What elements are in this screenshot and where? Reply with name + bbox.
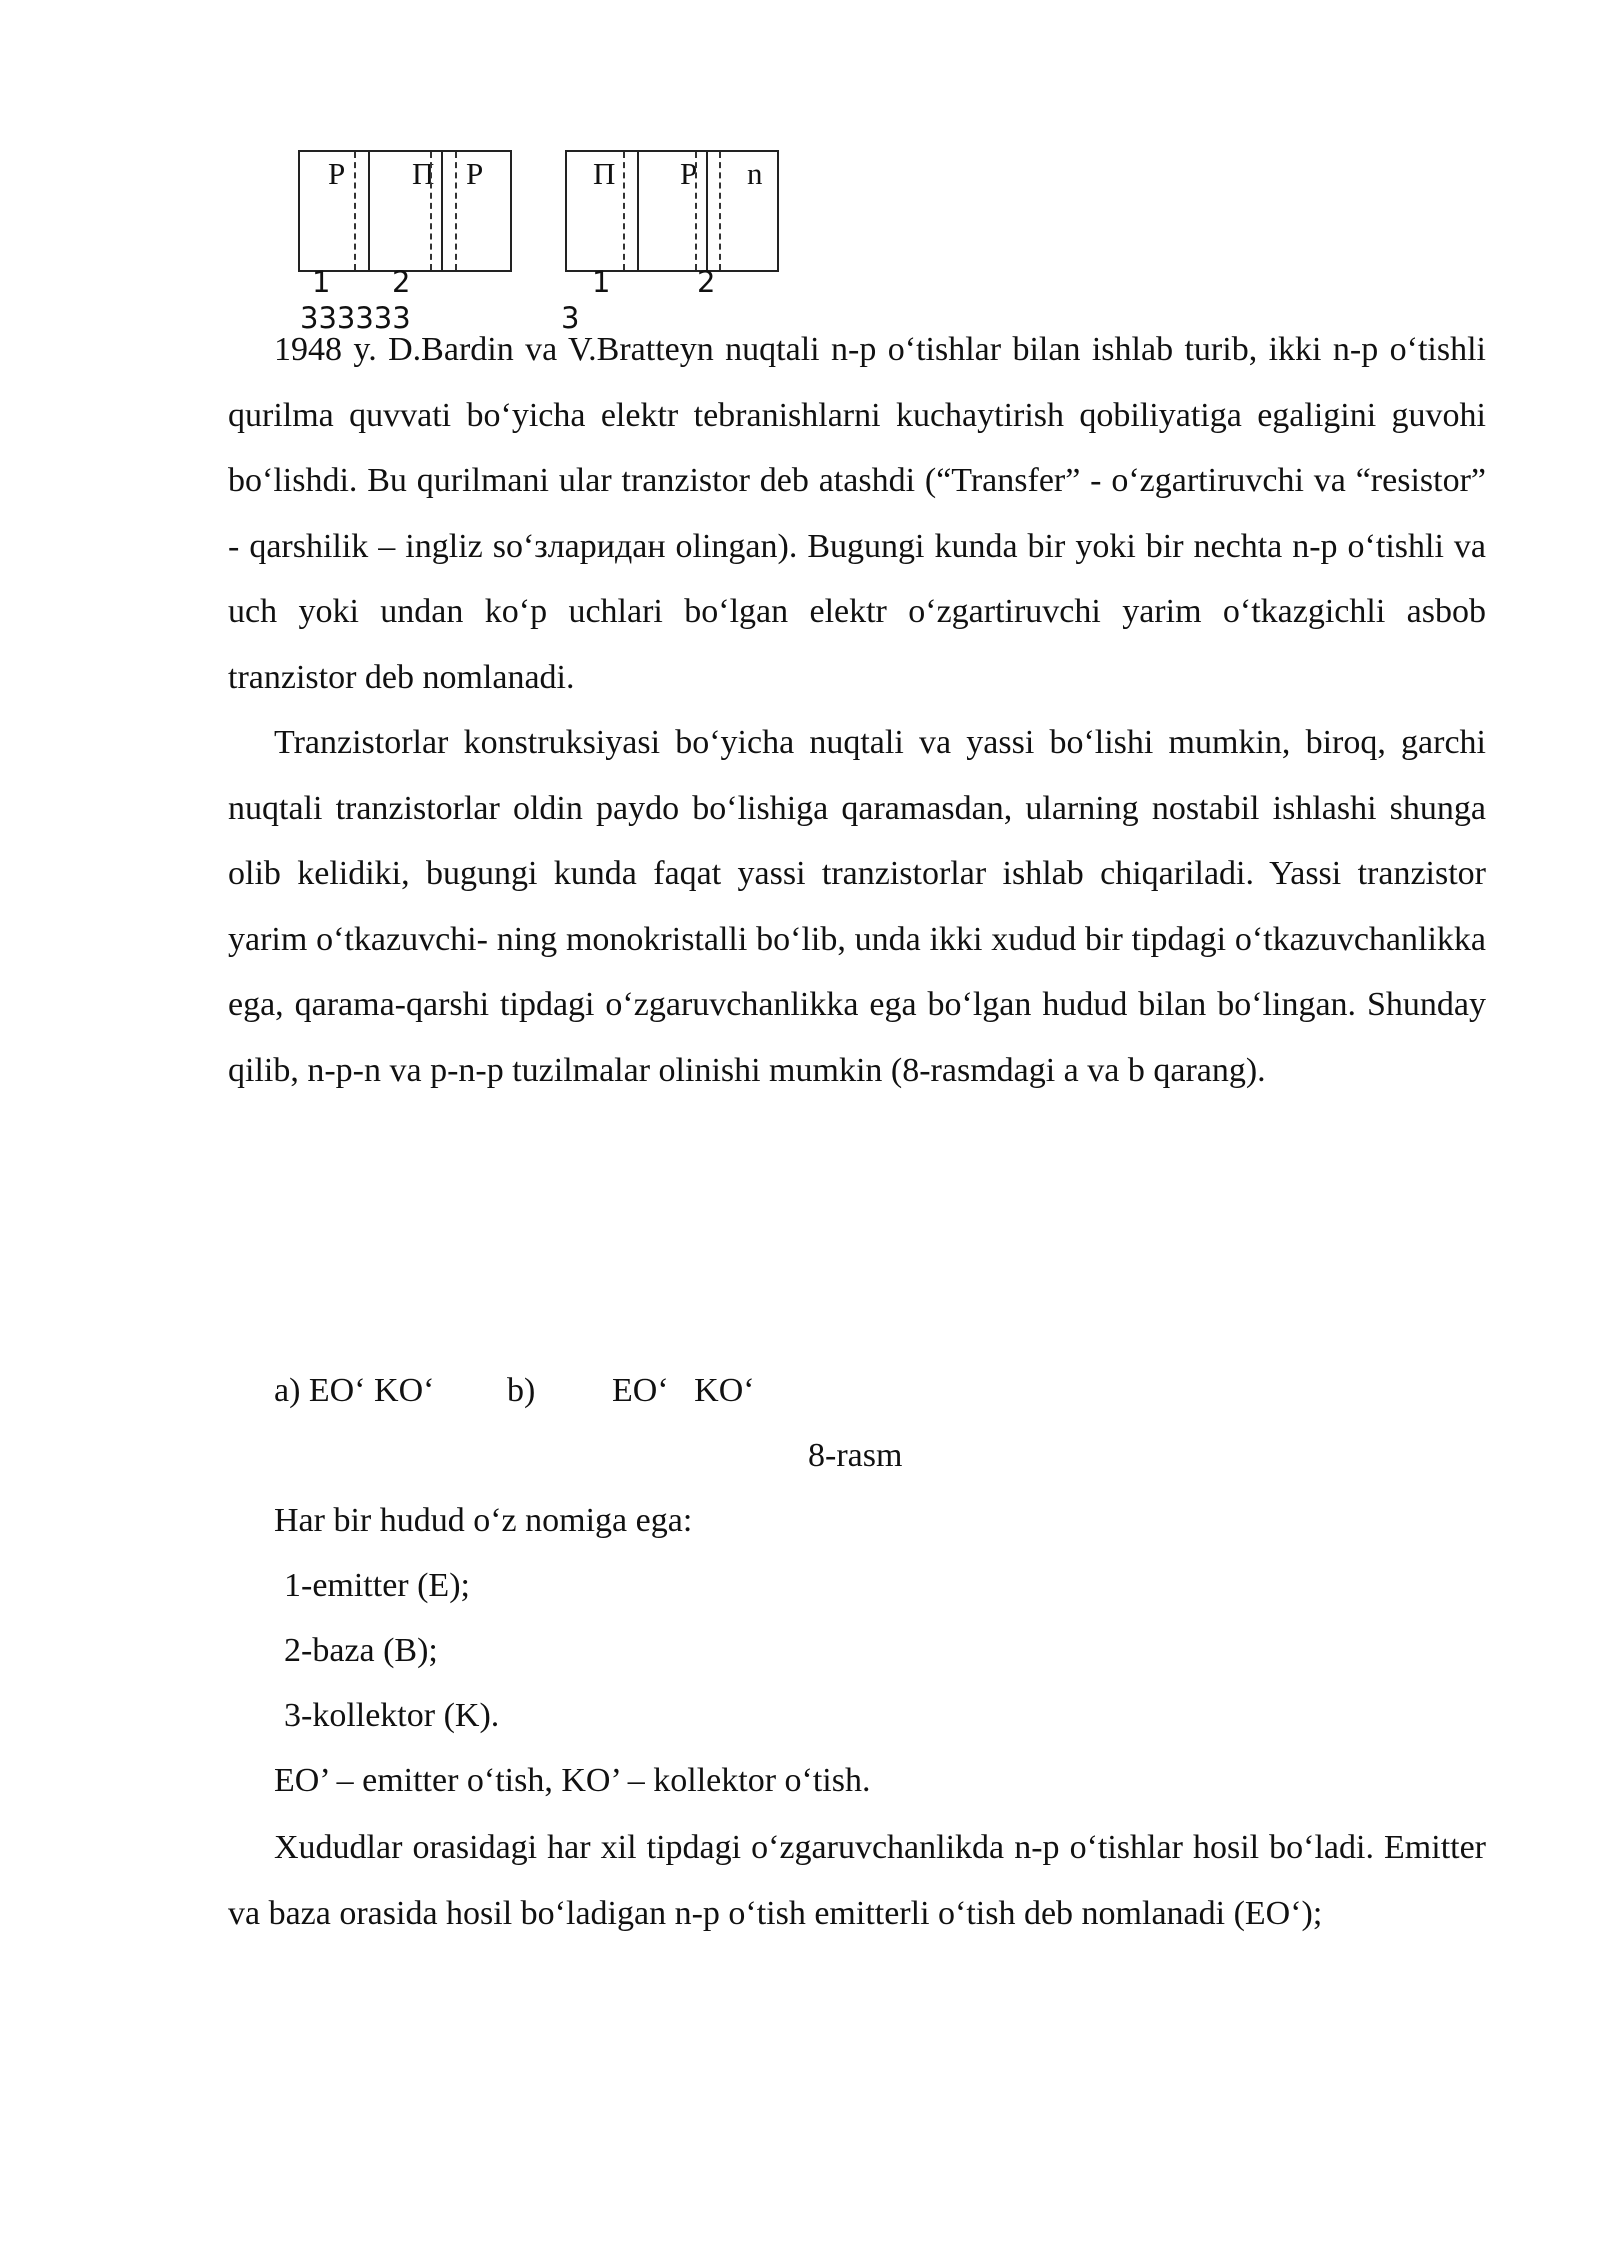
- figure-b-divider-1: [637, 152, 639, 270]
- figure-caption: 8-rasm: [808, 1437, 903, 1474]
- caption-label-a: a) EO‘ KO‘: [274, 1372, 435, 1409]
- figure-b-label-3: n: [747, 156, 763, 191]
- figure-b-divider-2: [706, 152, 708, 270]
- paragraph-1: 1948 y. D.Bardin va V.Bratteyn nuqtali n-p o‘tishlar bilan ishlab turib, ikki n-p o‘tishli qurilma quvvati bo‘yicha elektr tebranishlarni kuchaytirish qobiliyatiga egaligini guvohi bo‘lishdi. Bu qurilmani ular tranzistor deb atashdi (“Transfer” - o‘zgartiruvchi va “resistor” - qarshilik – ingliz so‘злаpидан olingan). Bugungi kunda bir yoki bir nechta n-p o‘tishli va uch yoki undan ko‘p uchlari bo‘lgan elektr o‘zgartiruvchi yarim o‘tkazgichli asbob tranzistor deb nomlanadi.: [228, 331, 1486, 696]
- definitions-line: EO’ – emitter o‘tish, KO’ – kollektor o‘tish.: [274, 1762, 871, 1799]
- caption-label-b-text: EO‘ KO‘: [612, 1372, 755, 1409]
- figure-a-number-1: 1: [312, 265, 331, 299]
- paragraph-final: Xududlar orasidagi har xil tipdagi o‘zgaruvchanlikda n-p o‘tishlar hosil bo‘ladi. Emitter va baza orasida hosil bo‘ladigan n-p o‘tish emitterli o‘tish deb nomlanadi (EO‘);: [228, 1829, 1486, 1932]
- figure-b-label-1: П: [593, 156, 616, 191]
- figure-a-label-1: P: [328, 156, 346, 191]
- figure-a-below-label: 333333: [300, 301, 411, 335]
- list-item-kollektor: 3-kollektor (K).: [284, 1697, 500, 1734]
- figure-b-number-1: 1: [592, 265, 611, 299]
- figure-b-junction-1: [623, 152, 625, 270]
- final-text: [228, 1815, 1486, 1946]
- figure-a-junction-3: [455, 152, 457, 270]
- figure-a-junction-1: [354, 152, 356, 270]
- paragraph-2: Tranzistorlar konstruksiyasi bo‘yicha nuqtali va yassi bo‘lishi mumkin, biroq, garchi nuqtali tranzistorlar oldin paydo bo‘lishiga qaramasdan, ularning nostabil ishlashi shunga olib kelidiki, bugungi kunda faqat yassi tranzistorlar ishlab chiqariladi. Yassi tranzistor yarim o‘tkazuvchi- ning monokristalli bo‘lib, unda ikki xudud bir tipdagi o‘tkazuvchanlikka ega, qarama-qarshi tipdagi o‘zgaruvchanlikka ega bo‘lgan hudud bilan bo‘lingan. Shunday qilib, n-p-n va p-n-p tuzilmalar olinishi mumkin (8-rasmdagi a va b qarang).: [228, 724, 1486, 1089]
- figure-a-label-2: П: [412, 156, 435, 191]
- figure-a-divider-1: [368, 152, 370, 270]
- figure-b-below-label: 3: [561, 301, 580, 335]
- body-text: [228, 317, 1486, 1103]
- figure-a-label-3: P: [466, 156, 484, 191]
- list-item-baza: 2-baza (B);: [284, 1632, 438, 1669]
- figure-a-divider-2: [441, 152, 443, 270]
- figure-b-junction-3: [719, 152, 721, 270]
- figure-b-diagram: [565, 150, 779, 272]
- figure-a-diagram: [298, 150, 512, 272]
- caption-label-b: b): [507, 1372, 536, 1409]
- figure-b-number-2: 2: [697, 265, 716, 299]
- list-item-emitter: 1-emitter (E);: [284, 1567, 470, 1604]
- list-intro: Har bir hudud o‘z nomiga ega:: [274, 1502, 693, 1539]
- figure-b-junction-2: [695, 152, 697, 270]
- figure-a-junction-2: [430, 152, 432, 270]
- figure-a-number-2: 2: [392, 265, 411, 299]
- figure-b-label-2: P: [680, 156, 698, 191]
